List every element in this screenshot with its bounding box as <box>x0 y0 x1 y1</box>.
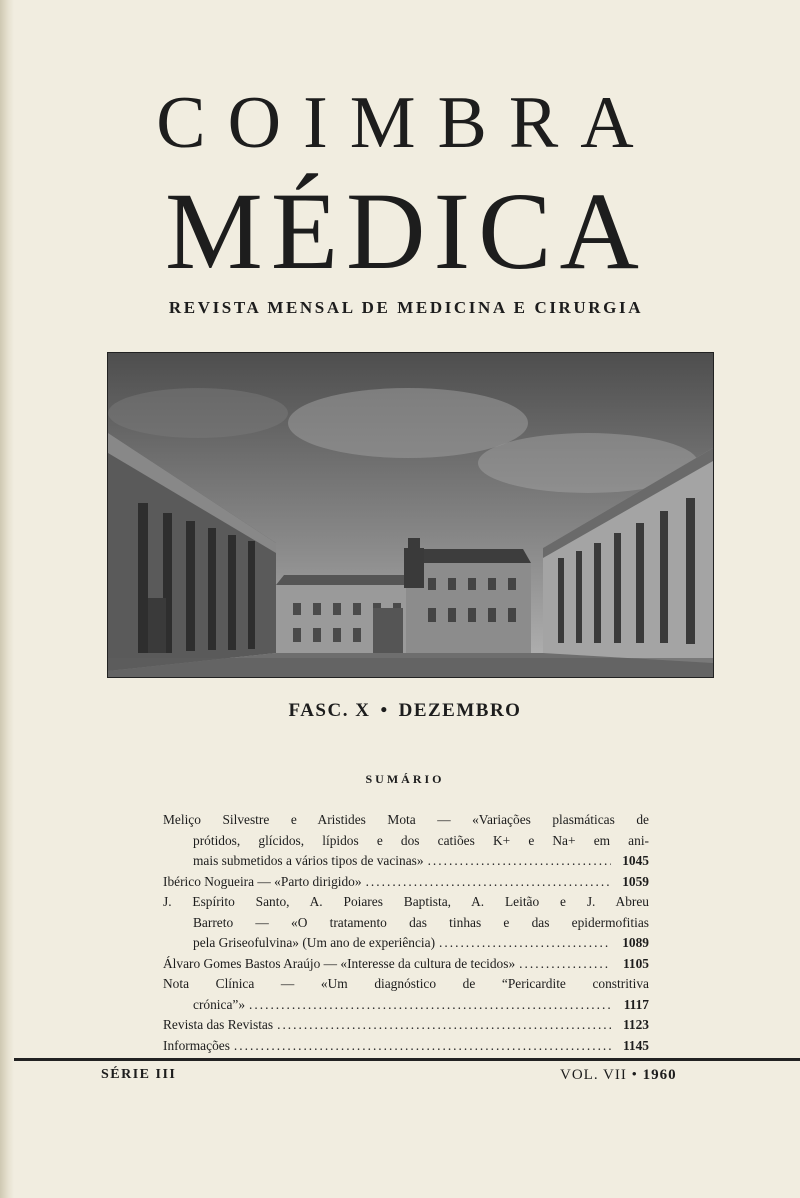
toc-entry <box>163 974 649 1015</box>
leader-dots <box>234 1036 611 1057</box>
toc-entry <box>163 810 649 872</box>
toc-entry-line: Informações <box>163 1037 230 1053</box>
footer-volume: VOL. VII <box>560 1067 627 1083</box>
toc-entry <box>163 954 649 975</box>
spine-edge <box>0 0 14 1198</box>
toc-entry-line: pela Griseofulvina» (Um ano de experiência) <box>193 935 436 950</box>
leader-dots <box>249 995 611 1016</box>
toc-entry-line: prótidos, glícidos, lípidos e dos catiões K+ e Na+ em ani- <box>193 832 649 848</box>
issue-separator: • <box>380 700 389 721</box>
leader-dots <box>519 954 611 975</box>
issue-month: DEZEMBRO <box>398 700 522 721</box>
leader-dots <box>439 933 611 954</box>
toc-page-number: 1089 <box>622 935 649 950</box>
footer-volume-year <box>560 1067 677 1084</box>
toc-entry <box>163 1036 649 1057</box>
title-coimbra: COIMBRA <box>156 82 656 164</box>
cover-photo-university-courtyard <box>107 352 714 678</box>
toc-page-number: 1105 <box>622 955 649 971</box>
toc-entry <box>163 872 649 893</box>
issue-line <box>160 700 650 722</box>
leader-dots <box>366 872 611 893</box>
title-medica: MÉDICA <box>165 170 647 292</box>
toc-entry-line: Meliço Silvestre e Aristides Mota — «Variações plasmáticas de <box>163 812 649 827</box>
leader-dots <box>277 1015 611 1036</box>
toc-page-number: 1045 <box>622 853 649 868</box>
journal-subtitle: REVISTA MENSAL DE MEDICINA E CIRURGIA <box>168 298 644 317</box>
toc-entry <box>163 892 649 954</box>
footer-separator: • <box>631 1067 638 1083</box>
toc-entry-line: Álvaro Gomes Bastos Araújo — «Interesse da cultura de tecidos» <box>163 955 516 971</box>
toc-entry-line: Nota Clínica — «Um diagnóstico de “Pericardite constritiva <box>163 976 649 991</box>
toc-entry-line: J. Espírito Santo, A. Poiares Baptista, A. Leitão e J. Abreu <box>163 894 649 909</box>
toc-page-number: 1059 <box>622 873 649 889</box>
toc-entry-line: Revista das Revistas <box>163 1017 274 1032</box>
toc-page-number: 1117 <box>623 996 649 1012</box>
footer-year: 1960 <box>642 1067 677 1083</box>
toc-entry <box>163 1015 649 1036</box>
footer-rule <box>14 1058 800 1061</box>
leader-dots <box>428 851 611 872</box>
toc-entry-line: Ibérico Nogueira — «Parto dirigido» <box>163 873 362 889</box>
toc-page-number: 1145 <box>622 1037 649 1053</box>
table-of-contents <box>163 810 649 1056</box>
toc-entry-line: crónica”» <box>193 996 246 1012</box>
toc-entry-line: Barreto — «O tratamento das tinhas e das epidermofitias <box>193 914 649 930</box>
toc-page-number: 1123 <box>622 1017 649 1032</box>
issue-fasc: FASC. X <box>288 700 371 721</box>
summary-heading: SUMÁRIO <box>365 772 445 786</box>
toc-entry-line: mais submetidos a vários tipos de vacinas» <box>193 853 424 868</box>
footer-serie: SÉRIE III <box>101 1067 177 1082</box>
